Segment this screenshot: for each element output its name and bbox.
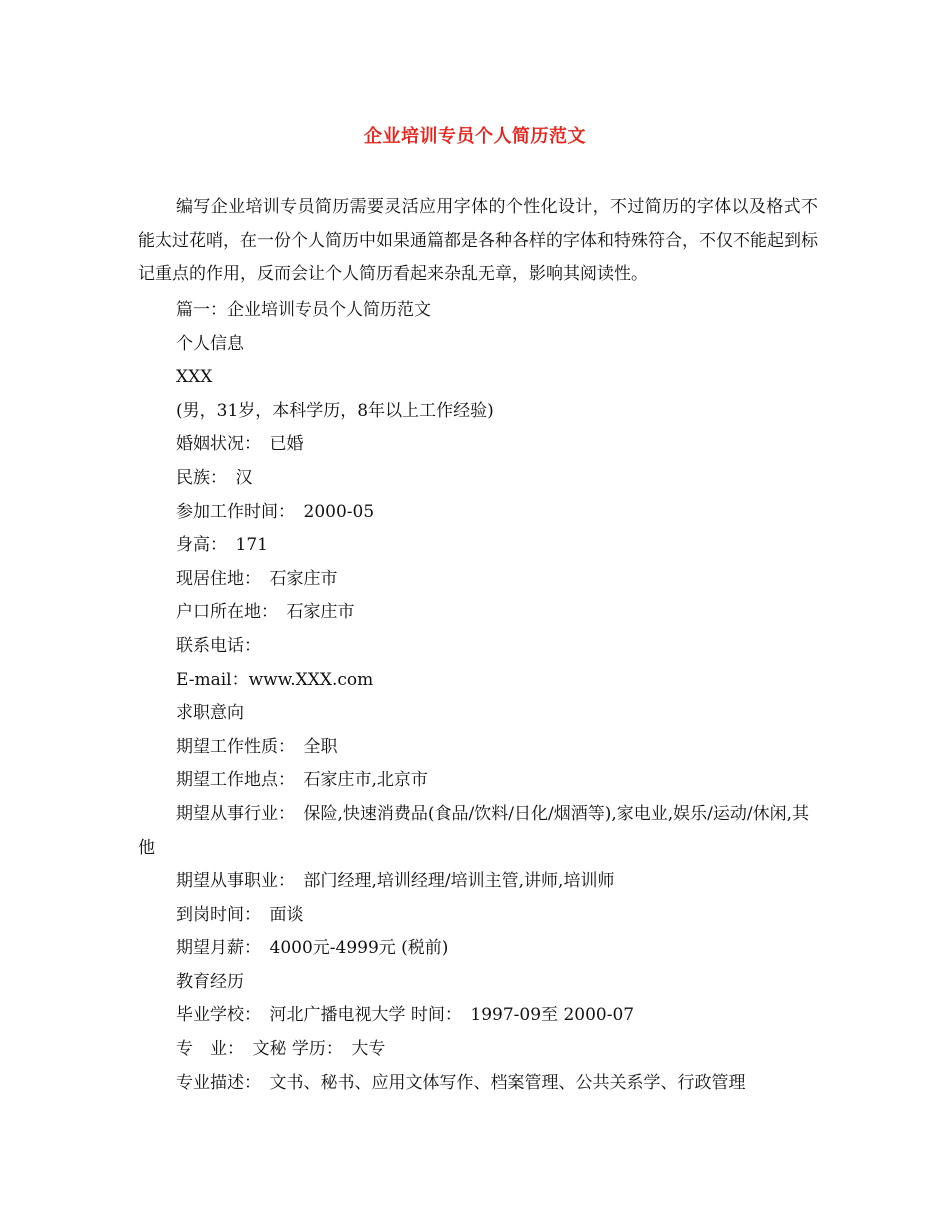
resume-line: 现居住地： 石家庄市 xyxy=(176,568,338,589)
resume-line: 身高： 171 xyxy=(176,535,268,556)
section-heading: 教育经历 xyxy=(176,971,244,992)
resume-line: 户口所在地： 石家庄市 xyxy=(176,602,355,623)
resume-line: 期望从事行业： 保险,快速消费品(食品/饮料/日化/烟酒等),家电业,娱乐/运动/休闲,其他 xyxy=(138,803,810,858)
resume-line: 期望工作地点： 石家庄市,北京市 xyxy=(176,770,428,791)
resume-line: E-mail：www.XXX.com xyxy=(176,669,374,690)
resume-content xyxy=(0,294,950,1100)
resume-line: (男，31岁，本科学历，8年以上工作经验) xyxy=(176,400,494,421)
resume-line: 毕业学校： 河北广播电视大学 时间： 1997-09至 2000-07 xyxy=(176,1005,635,1026)
resume-line: XXX xyxy=(176,367,213,388)
resume-line: 专 业： 文秘 学历： 大专 xyxy=(176,1039,386,1060)
resume-line: 期望月薪： 4000元-4999元 (税前) xyxy=(176,938,449,959)
resume-line: 民族： 汉 xyxy=(176,467,253,488)
resume-line: 婚姻状况： 已婚 xyxy=(176,434,304,455)
resume-line: 到岗时间： 面谈 xyxy=(176,904,304,925)
document-title: 企业培训专员个人简历范文 xyxy=(364,126,586,147)
resume-line: 期望工作性质： 全职 xyxy=(176,736,338,757)
section-heading: 求职意向 xyxy=(176,703,244,724)
section-heading: 篇一：企业培训专员个人简历范文 xyxy=(176,300,431,320)
section-heading: 个人信息 xyxy=(176,333,244,354)
resume-line: 参加工作时间： 2000-05 xyxy=(176,501,375,522)
intro-paragraph: 编写企业培训专员简历需要灵活应用字体的个性化设计，不过简历的字体以及格式不能太过花哨，在一份个人简历中如果通篇都是各种各样的字体和特殊符合，不仅不能起到标记重点的作用，反而会让个人简历看起来杂乱无章，影响其阅读性。 xyxy=(138,197,818,284)
resume-line: 期望从事职业： 部门经理,培训经理/培训主管,讲师,培训师 xyxy=(176,871,615,892)
resume-line: 联系电话： xyxy=(176,635,261,656)
resume-line: 专业描述： 文书、秘书、应用文体写作、档案管理、公共关系学、行政管理 xyxy=(176,1072,746,1093)
